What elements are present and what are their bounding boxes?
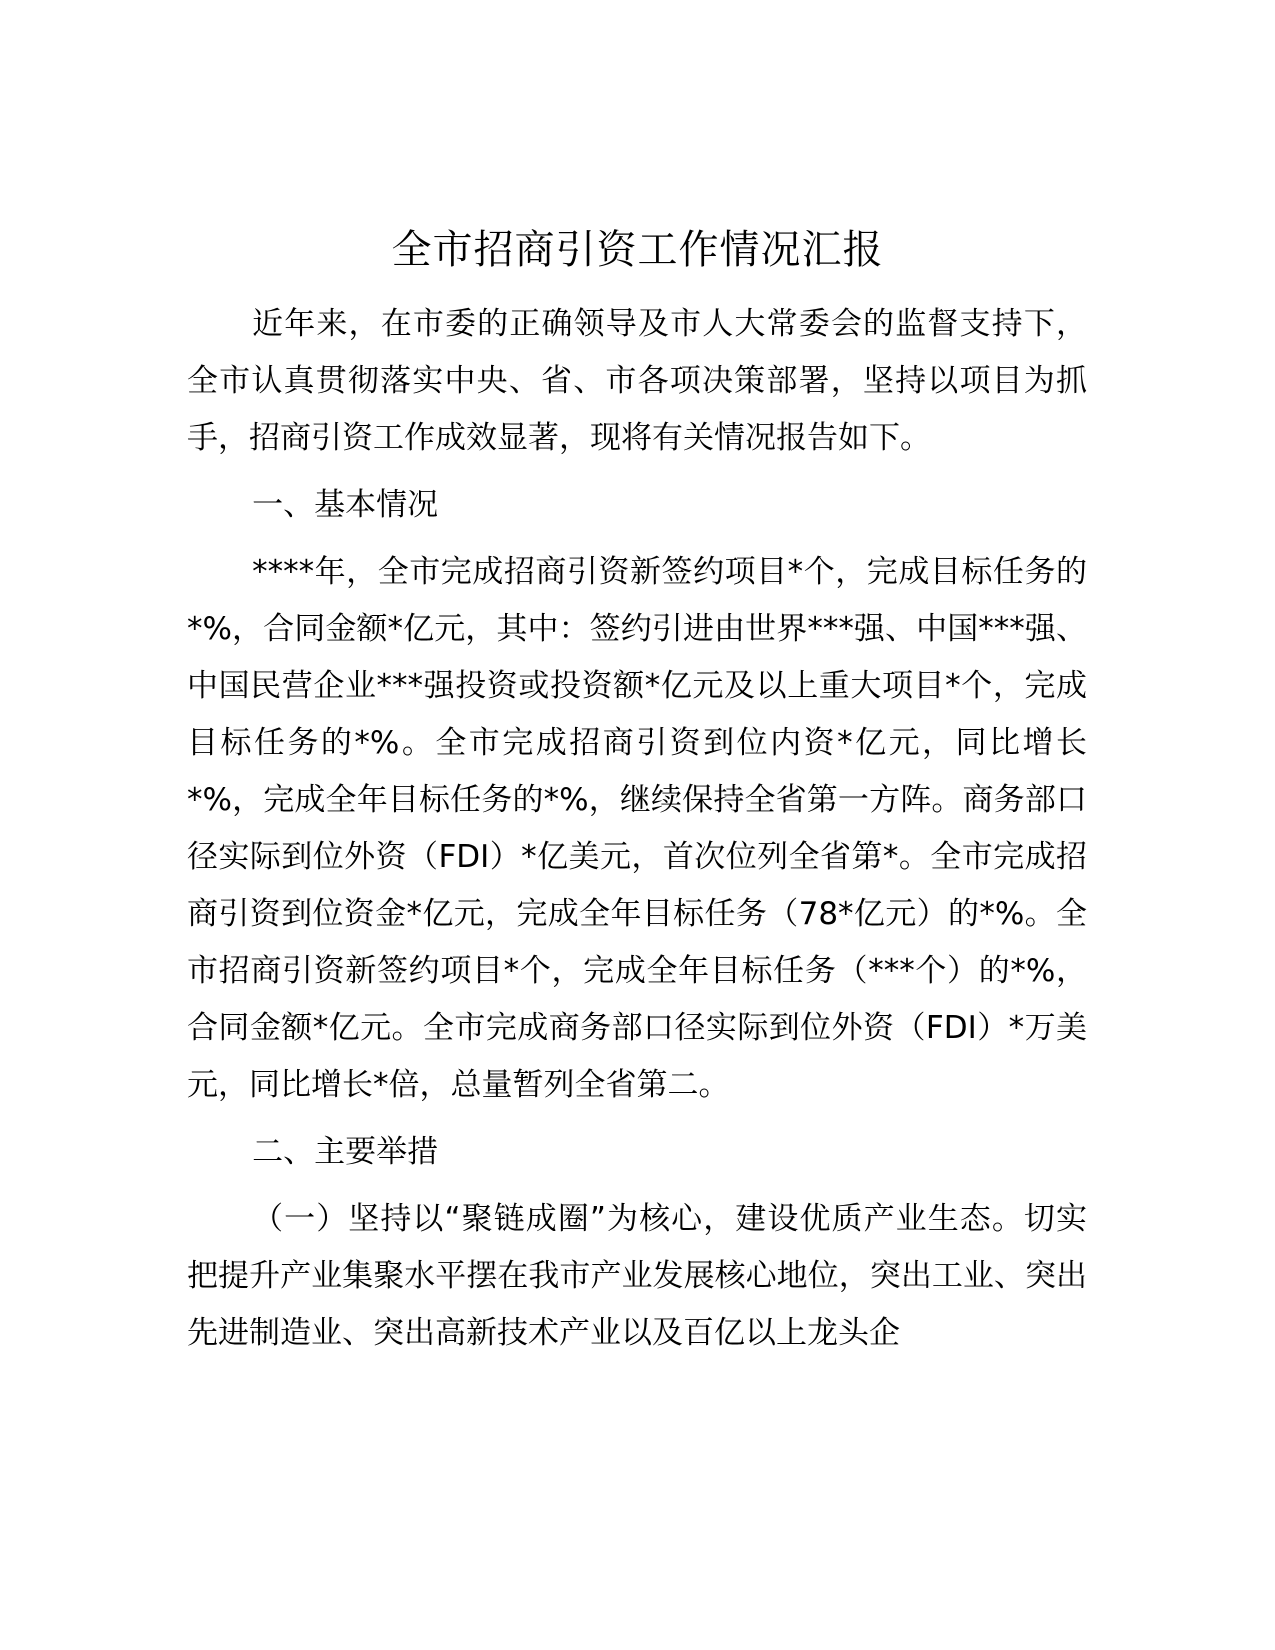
section-heading-measures: 二、主要举措 <box>252 1134 439 1170</box>
document-body <box>187 296 1087 1362</box>
section-heading-basic: 一、基本情况 <box>252 487 439 523</box>
measures-paragraph: （一）坚持以“聚链成圈”为核心，建设优质产业生态。切实把提升产业集聚水平摆在我市产业发展核心地位，突出工业、突出先进制造业、突出高新技术产业以及百亿以上龙头企 <box>187 1201 1087 1351</box>
document-title: 全市招商引资工作情况汇报 <box>391 227 884 273</box>
intro-paragraph: 近年来，在市委的正确领导及市人大常委会的监督支持下，全市认真贯彻落实中央、省、市各项决策部署，坚持以项目为抓手，招商引资工作成效显著，现将有关情况报告如下。 <box>187 306 1087 456</box>
basic-situation-paragraph: ****年，全市完成招商引资新签约项目*个，完成目标任务的*%，合同金额*亿元，其中：签约引进由世界***强、中国***强、中国民营企业***强投资或投资额*亿元及以上重大项目*个，完成目标任务的*%。全市完成招商引资到位内资*亿元，同比增长*%，完成全年目标任务的*%，继续保持全省第一方阵。商务部口径实际到位外资（FDI）*亿美元，首次位列全省第*。全市完成招商引资到位资金*亿元，完成全年目标任务（78*亿元）的*%。全市招商引资新签约项目*个，完成全年目标任务（***个）的*%，合同金额*亿元。全市完成商务部口径实际到位外资（FDI）*万美元，同比增长*倍，总量暂列全省第二。 <box>187 554 1087 1103</box>
